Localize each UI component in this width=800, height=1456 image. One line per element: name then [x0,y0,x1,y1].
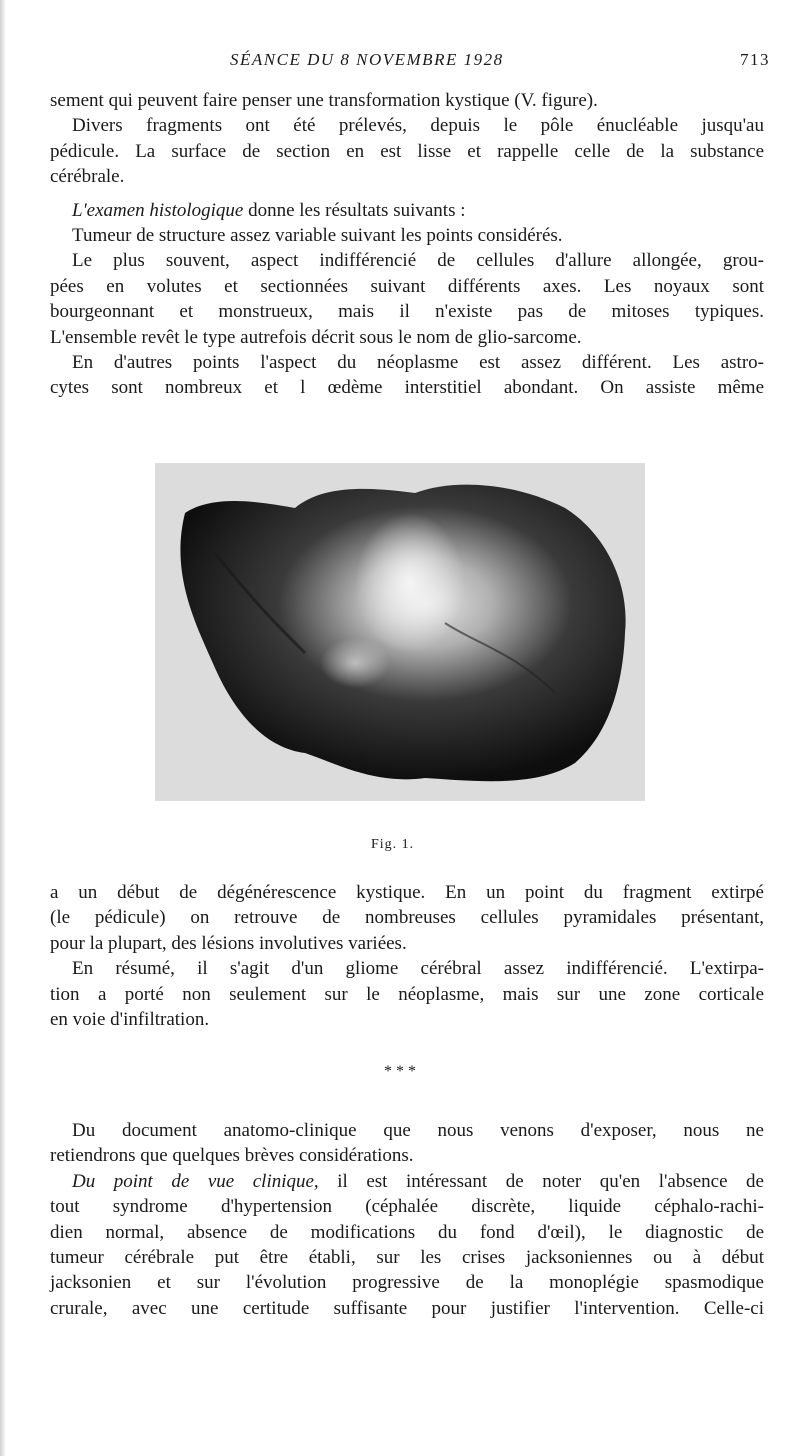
specimen-photograph [155,463,645,801]
figure-caption: Fig. 1. [371,837,415,852]
text-line: pour la plupart, des lésions involutives variées. [50,932,407,954]
text-line: Divers fragments ont été prélevés, depuis le pôle énucléable jusqu'au [72,115,764,137]
text-line: L'ensemble revêt le type autrefois décrit sous le nom de glio-sarcome. [50,326,582,348]
specimen-highlight [355,513,465,653]
text-line: cytes sont nombreux et l œdème interstitiel abondant. On assiste même [50,377,764,399]
italic-phrase: Du point de vue clinique, [72,1170,319,1192]
text-line [50,198,764,223]
text-line: pées en volutes et sectionnées suivant différents axes. Les noyaux sont [50,275,764,297]
page-number: 713 [740,50,770,69]
text-span: donne les résultats suivants : [243,199,466,221]
text-line: crurale, avec une certitude suffisante pour justifier l'intervention. Celle-ci [50,1297,764,1319]
text-line: jacksonien et sur l'évolution progressive de la monoplégie spasmodique [50,1272,764,1294]
specimen-highlight [320,638,390,688]
text-block-top [50,88,764,401]
text-line: dien normal, absence de modifications du fond d'œil), le diagnostic de [50,1221,764,1243]
page-edge-shadow [0,0,6,1456]
text-line: sement qui peuvent faire penser une transformation kystique (V. figure). [50,90,598,111]
text-block-bottom [50,1118,764,1321]
text-line: pédicule. La surface de section en est lisse et rappelle celle de la substance [50,140,764,162]
text-line: Du document anatomo-clinique que nous venons d'exposer, nous ne [72,1120,764,1141]
text-line: (le pédicule) on retrouve de nombreuses cellules pyramidales présentant, [50,907,764,929]
section-asterism: * * * [384,1063,416,1080]
text-line: retiendrons que quelques brèves considérations. [50,1145,414,1167]
text-line: en voie d'infiltration. [50,1009,210,1031]
text-block-middle [50,880,764,1032]
text-line: bourgeonnant et monstrueux, mais il n'existe pas de mitoses typiques. [50,301,764,323]
text-line: Tumeur de structure assez variable suivant les points considérés. [72,225,563,247]
text-line: a un début de dégénérescence kystique. En un point du fragment extirpé [50,882,764,903]
text-line: tout syndrome d'hypertension (céphalée discrète, liquide céphalo-rachi- [50,1196,764,1218]
text-line: cérébrale. [50,166,125,188]
text-span: il est intéressant de noter qu'en l'absence de [318,1170,764,1192]
text-line [50,1169,764,1194]
italic-phrase: L'examen histologique [72,199,244,221]
text-line: En d'autres points l'aspect du néoplasme est assez différent. Les astro- [72,352,764,374]
text-line: tion a porté non seulement sur le néoplasme, mais sur une zone corticale [50,983,764,1005]
running-title: SÉANCE DU 8 NOVEMBRE 1928 [230,50,504,69]
text-line: Le plus souvent, aspect indifférencié de cellules d'allure allongée, grou- [72,250,764,272]
page-header [50,50,770,74]
text-line: tumeur cérébrale put être établi, sur les crises jacksoniennes ou à début [50,1247,764,1269]
specimen-image [155,463,645,801]
text-line: En résumé, il s'agit d'un gliome cérébral assez indifférencié. L'extirpa- [72,958,764,980]
